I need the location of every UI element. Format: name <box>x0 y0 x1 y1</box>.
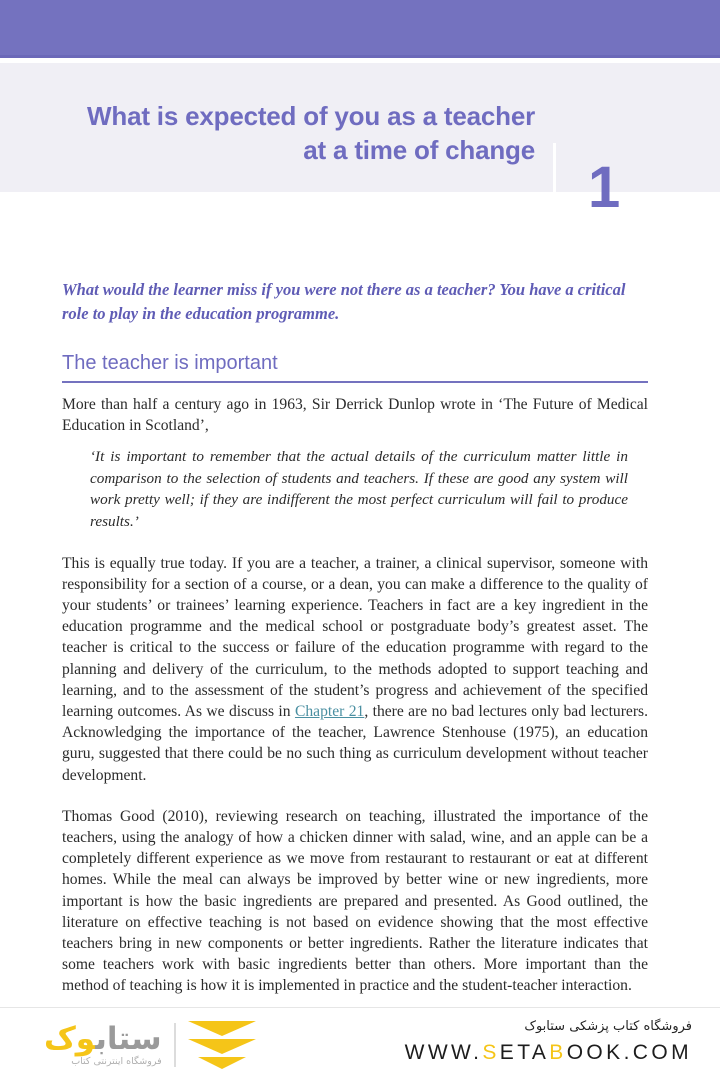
logo-script-text <box>44 1020 162 1057</box>
chevron-icon <box>188 1021 256 1036</box>
chapter-title <box>55 99 535 168</box>
chapter-divider <box>553 143 556 243</box>
paragraph-main-part-2: , there are no bad lectures only bad lecturers. Acknowledging the importance of the teacher, Lawrence Stenhouse (1975), an education guru, suggested that there could be no such thing as curriculum development without teacher development. <box>62 702 649 784</box>
chevron-icon <box>198 1057 246 1069</box>
logo-wordmark <box>44 1020 162 1068</box>
footer-text-block <box>352 1017 692 1067</box>
url-letter-b: B <box>549 1040 567 1064</box>
section-heading: The teacher is important <box>62 351 278 374</box>
logo-script-main: ستاب <box>95 1020 162 1057</box>
chapter-title-line-1: What is expected of you as a teacher <box>87 101 535 131</box>
logo-subtitle: فروشگاه اینترنتی کتاب <box>71 1056 162 1068</box>
section-heading-rule <box>62 381 648 383</box>
pull-quote: ‘It is important to remember that the actual details of the curriculum matter little in comparison to the selection of students and teachers. If these are good any system will work pretty well; if they are indifferent the most perfect curriculum will fail to produce results.’ <box>90 448 628 530</box>
url-letter-s: S <box>482 1040 500 1064</box>
top-purple-band <box>0 0 720 55</box>
footer-watermark <box>0 1007 720 1080</box>
chapter-title-line-2: at a time of change <box>303 135 535 166</box>
chevron-icon <box>188 1039 256 1054</box>
url-prefix: WWW. <box>404 1040 483 1064</box>
paragraph-main <box>62 553 648 786</box>
setabook-logo <box>44 1016 256 1074</box>
footer-website-url[interactable] <box>352 1039 692 1067</box>
chevron-stack-icon <box>188 1021 256 1069</box>
chapter-21-link[interactable]: Chapter 21 <box>294 702 365 720</box>
lead-paragraph: What would the learner miss if you were not there as a teacher? You have a critical role to play in the education programme. <box>62 280 626 323</box>
logo-separator <box>174 1023 176 1067</box>
chapter-header <box>0 63 720 220</box>
paragraph-final: Thomas Good (2010), reviewing research on teaching, illustrated the importance of the teachers, using the analogy of how a chicken dinner with salad, wine, and an apple can be a completely different experience as we move from restaurant to restaurant or eat at different homes. While the meal can always be improved by better wine or new ingredients, more important is how the basic ingredients are prepared and presented. As Good outlined, the literature on effective teaching is not based on evidence showing that the most effective teachers bring in new components or better ingredients. Rather the literature indicates that some teachers work with basic ingredients better than others. More important than the method of teaching is how it is implemented in practice and the student-teacher interaction. <box>62 807 648 995</box>
url-eta: ETA <box>499 1040 550 1064</box>
chapter-number: 1 <box>588 155 621 220</box>
paragraph-intro: More than half a century ago in 1963, Sir Derrick Dunlop wrote in ‘The Future of Medical Education in Scotland’, <box>62 395 648 435</box>
paragraph-main-part-1: This is equally true today. If you are a teacher, a trainer, a clinical supervisor, someone with responsibility for a section of a course, or a dean, you can make a difference to the quality of your students’ or trainees’ learning experience. Teachers in fact are a key ingredient in the education programme and the medical school or postgraduate body’s greatest asset. The teacher is critical to the success or failure of the education programme with regard to the planning and delivery of the curriculum, to the methods adopted to support teaching and learning, and to the assessment of the student’s progress and achievement of the specified learning outcomes. As we discuss in <box>62 554 648 720</box>
url-suffix: OOK.COM <box>566 1040 692 1064</box>
footer-tagline: فروشگاه کتاب پزشکی ستابوک <box>524 1019 692 1034</box>
logo-script-accent: وک <box>44 1020 96 1057</box>
page-content <box>62 278 648 1011</box>
